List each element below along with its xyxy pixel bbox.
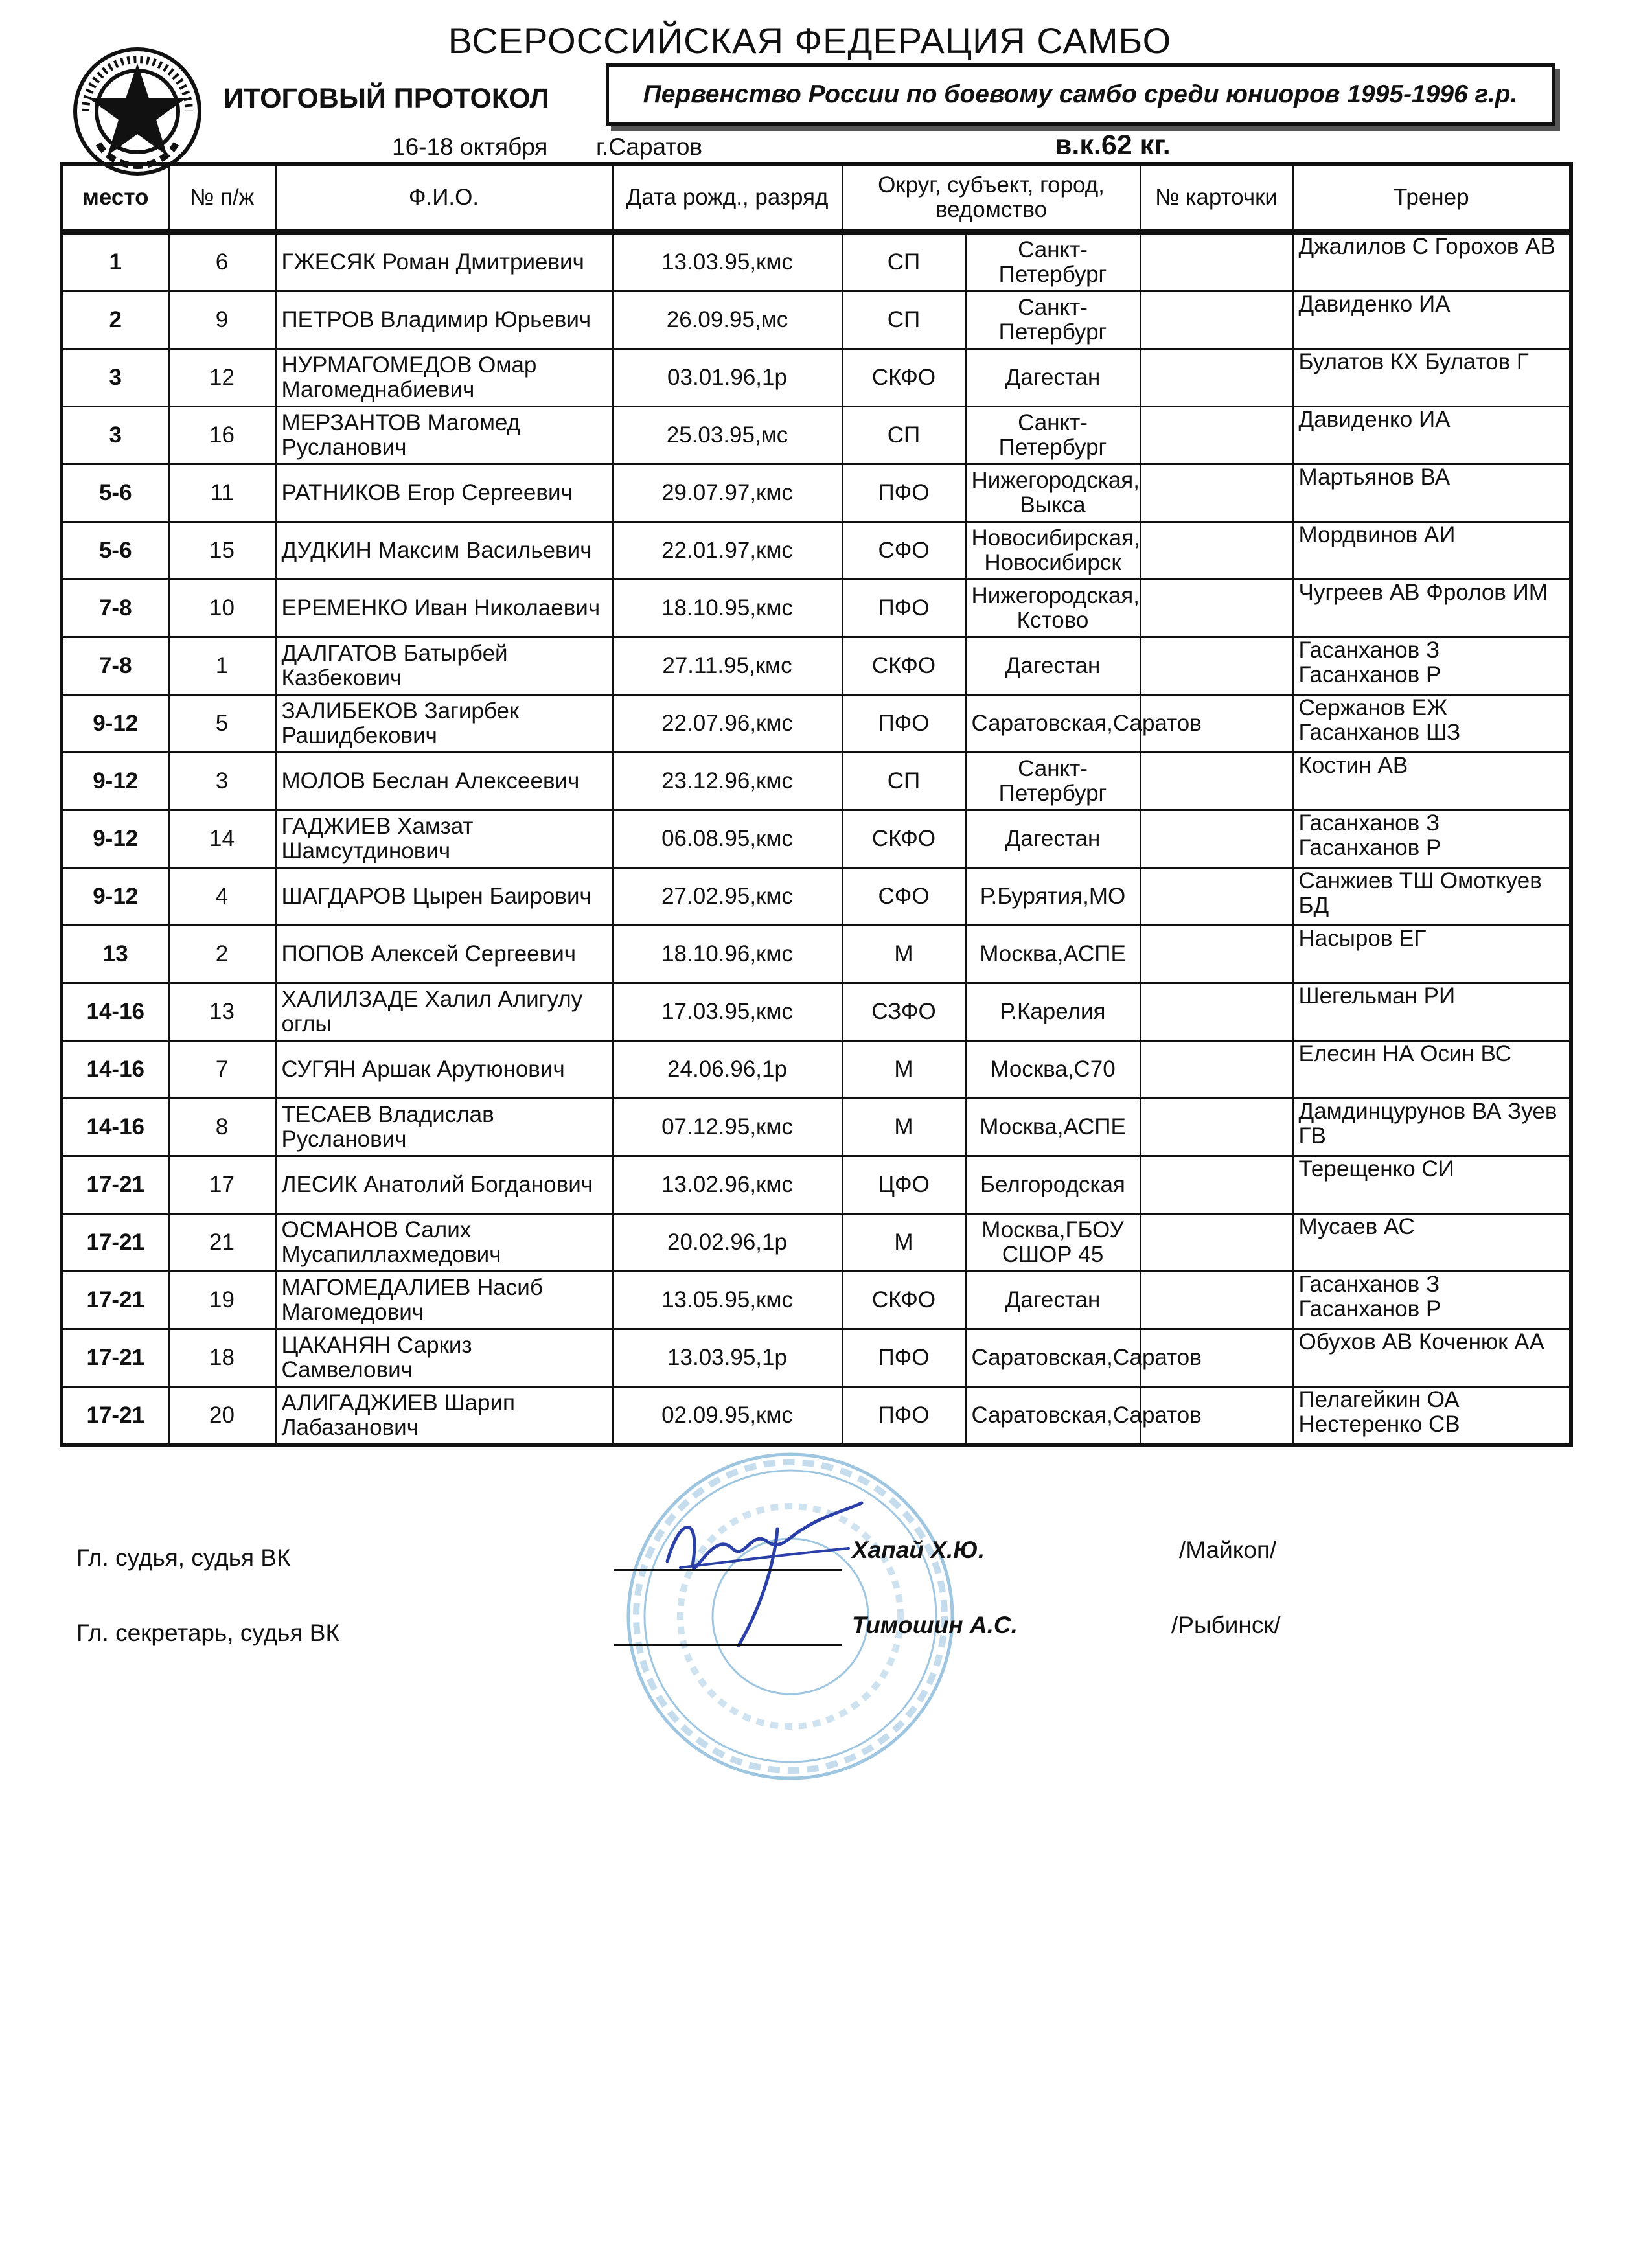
num-cell: 7 <box>168 1041 275 1099</box>
chief-secretary-city: /Рыбинск/ <box>1171 1612 1281 1638</box>
district-cell: СП <box>842 232 965 292</box>
district-cell: ПФО <box>842 695 965 753</box>
results-table <box>60 162 1573 1447</box>
district-cell: ПФО <box>842 580 965 637</box>
card-cell <box>1140 753 1292 810</box>
region-cell: Дагестан <box>965 349 1140 407</box>
coach-cell: Мусаев АС <box>1292 1214 1571 1272</box>
card-cell <box>1140 983 1292 1041</box>
table-row <box>62 232 1571 292</box>
place-cell: 5-6 <box>62 522 168 580</box>
col-header-name: Ф.И.О. <box>275 164 612 232</box>
region-cell: Москва,С70 <box>965 1041 1140 1099</box>
name-cell: ХАЛИЛЗАДЕ Халил Алигулу оглы <box>275 983 612 1041</box>
col-header-card: № карточки <box>1140 164 1292 232</box>
name-cell: ОСМАНОВ Салих Мусапиллахмедович <box>275 1214 612 1272</box>
place-cell: 9-12 <box>62 753 168 810</box>
place-cell: 14-16 <box>62 1099 168 1156</box>
chief-secretary-signature-line <box>614 1644 842 1646</box>
coach-cell: Дамдинцурунов ВА Зуев ГВ <box>1292 1099 1571 1156</box>
region-cell: Нижегородская, Выкса <box>965 464 1140 522</box>
name-cell: ЛЕСИК Анатолий Богданович <box>275 1156 612 1214</box>
district-cell: ПФО <box>842 464 965 522</box>
coach-cell: Мордвинов АИ <box>1292 522 1571 580</box>
name-cell: МАГОМЕДАЛИЕВ Насиб Магомедович <box>275 1272 612 1329</box>
place-cell: 14-16 <box>62 983 168 1041</box>
num-cell: 5 <box>168 695 275 753</box>
place-cell: 14-16 <box>62 1041 168 1099</box>
dob-cell: 03.01.96,1р <box>612 349 842 407</box>
region-cell: Саратовская,Саратов <box>965 695 1140 753</box>
coach-cell: Давиденко ИА <box>1292 292 1571 349</box>
table-row <box>62 580 1571 637</box>
coach-cell: Санжиев ТШ Омоткуев БД <box>1292 868 1571 926</box>
name-cell: ДАЛГАТОВ Батырбей Казбекович <box>275 637 612 695</box>
dob-cell: 13.05.95,кмс <box>612 1272 842 1329</box>
coach-cell: Костин АВ <box>1292 753 1571 810</box>
num-cell: 20 <box>168 1387 275 1446</box>
sambo-logo-icon <box>73 47 202 176</box>
card-cell <box>1140 1214 1292 1272</box>
table-row <box>62 637 1571 695</box>
num-cell: 14 <box>168 810 275 868</box>
num-cell: 21 <box>168 1214 275 1272</box>
table-row <box>62 1099 1571 1156</box>
region-cell: Санкт-Петербург <box>965 407 1140 464</box>
table-row <box>62 522 1571 580</box>
card-cell <box>1140 522 1292 580</box>
name-cell: СУГЯН Аршак Арутюнович <box>275 1041 612 1099</box>
district-cell: СП <box>842 407 965 464</box>
dob-cell: 18.10.96,кмс <box>612 926 842 983</box>
place-cell: 17-21 <box>62 1156 168 1214</box>
district-cell: СП <box>842 753 965 810</box>
place-cell: 7-8 <box>62 637 168 695</box>
card-cell <box>1140 580 1292 637</box>
col-header-num: № п/ж <box>168 164 275 232</box>
col-header-place: место <box>62 164 168 232</box>
name-cell: АЛИГАДЖИЕВ Шарип Лабазанович <box>275 1387 612 1446</box>
event-dates: 16-18 октября <box>392 133 548 160</box>
coach-cell: Чугреев АВ Фролов ИМ <box>1292 580 1571 637</box>
dob-cell: 13.03.95,кмс <box>612 232 842 292</box>
district-cell: М <box>842 1214 965 1272</box>
district-cell: СКФО <box>842 1272 965 1329</box>
place-cell: 7-8 <box>62 580 168 637</box>
district-cell: СКФО <box>842 810 965 868</box>
num-cell: 17 <box>168 1156 275 1214</box>
coach-cell: Мартьянов ВА <box>1292 464 1571 522</box>
dob-cell: 07.12.95,кмс <box>612 1099 842 1156</box>
chief-secretary-label: Гл. секретарь, судья ВК <box>76 1620 340 1646</box>
district-cell: СЗФО <box>842 983 965 1041</box>
coach-cell: Гасанханов З Гасанханов Р <box>1292 810 1571 868</box>
place-cell: 5-6 <box>62 464 168 522</box>
num-cell: 8 <box>168 1099 275 1156</box>
card-cell <box>1140 926 1292 983</box>
name-cell: ЦАКАНЯН Саркиз Самвелович <box>275 1329 612 1387</box>
event-city: г.Саратов <box>596 133 703 160</box>
num-cell: 15 <box>168 522 275 580</box>
dob-cell: 13.03.95,1р <box>612 1329 842 1387</box>
card-cell <box>1140 1272 1292 1329</box>
num-cell: 4 <box>168 868 275 926</box>
district-cell: СФО <box>842 868 965 926</box>
coach-cell: Пелагейкин ОА Нестеренко СВ <box>1292 1387 1571 1446</box>
coach-cell: Джалилов С Горохов АВ <box>1292 232 1571 292</box>
chief-judge-name: Хапай Х.Ю. <box>852 1537 985 1563</box>
dob-cell: 18.10.95,кмс <box>612 580 842 637</box>
place-cell: 2 <box>62 292 168 349</box>
table-row <box>62 1329 1571 1387</box>
num-cell: 19 <box>168 1272 275 1329</box>
region-cell: Белгородская <box>965 1156 1140 1214</box>
col-header-region: Округ, субъект, город, ведомство <box>842 164 1140 232</box>
dob-cell: 25.03.95,мс <box>612 407 842 464</box>
district-cell: ПФО <box>842 1329 965 1387</box>
name-cell: ПЕТРОВ Владимир Юрьевич <box>275 292 612 349</box>
protocol-title: ИТОГОВЫЙ ПРОТОКОЛ <box>224 83 549 114</box>
num-cell: 10 <box>168 580 275 637</box>
name-cell: ЗАЛИБЕКОВ Загирбек Рашидбекович <box>275 695 612 753</box>
dob-cell: 27.02.95,кмс <box>612 868 842 926</box>
num-cell: 12 <box>168 349 275 407</box>
dob-cell: 20.02.96,1р <box>612 1214 842 1272</box>
table-row <box>62 868 1571 926</box>
dob-cell: 17.03.95,кмс <box>612 983 842 1041</box>
table-row <box>62 1156 1571 1214</box>
coach-cell: Обухов АВ Коченюк АА <box>1292 1329 1571 1387</box>
num-cell: 2 <box>168 926 275 983</box>
card-cell <box>1140 637 1292 695</box>
name-cell: ПОПОВ Алексей Сергеевич <box>275 926 612 983</box>
name-cell: ГЖЕСЯК Роман Дмитриевич <box>275 232 612 292</box>
event-box <box>606 63 1555 126</box>
coach-cell: Насыров ЕГ <box>1292 926 1571 983</box>
chief-judge-signature-line <box>614 1569 842 1571</box>
region-cell: Дагестан <box>965 637 1140 695</box>
district-cell: СКФО <box>842 637 965 695</box>
col-header-coach: Тренер <box>1292 164 1571 232</box>
dob-cell: 13.02.96,кмс <box>612 1156 842 1214</box>
region-cell: Нижегородская, Кстово <box>965 580 1140 637</box>
col-header-dob: Дата рожд., разряд <box>612 164 842 232</box>
card-cell <box>1140 407 1292 464</box>
table-row <box>62 926 1571 983</box>
place-cell: 9-12 <box>62 868 168 926</box>
coach-cell: Давиденко ИА <box>1292 407 1571 464</box>
coach-cell: Терещенко СИ <box>1292 1156 1571 1214</box>
place-cell: 17-21 <box>62 1214 168 1272</box>
name-cell: ГАДЖИЕВ Хамзат Шамсутдинович <box>275 810 612 868</box>
table-row <box>62 1041 1571 1099</box>
table-row <box>62 349 1571 407</box>
district-cell: М <box>842 1041 965 1099</box>
region-cell: Санкт-Петербург <box>965 292 1140 349</box>
dob-cell: 24.06.96,1р <box>612 1041 842 1099</box>
num-cell: 18 <box>168 1329 275 1387</box>
card-cell <box>1140 292 1292 349</box>
place-cell: 17-21 <box>62 1387 168 1446</box>
district-cell: СКФО <box>842 349 965 407</box>
place-cell: 1 <box>62 232 168 292</box>
dob-cell: 22.07.96,кмс <box>612 695 842 753</box>
name-cell: ШАГДАРОВ Цырен Баирович <box>275 868 612 926</box>
region-cell: Москва,ГБОУ СШОР 45 <box>965 1214 1140 1272</box>
place-cell: 13 <box>62 926 168 983</box>
region-cell: Дагестан <box>965 1272 1140 1329</box>
region-cell: Новосибирская, Новосибирск <box>965 522 1140 580</box>
table-header-row <box>62 164 1571 232</box>
num-cell: 11 <box>168 464 275 522</box>
dob-cell: 29.07.97,кмс <box>612 464 842 522</box>
name-cell: ТЕСАЕВ Владислав Русланович <box>275 1099 612 1156</box>
coach-cell: Елесин НА Осин ВС <box>1292 1041 1571 1099</box>
card-cell <box>1140 810 1292 868</box>
num-cell: 13 <box>168 983 275 1041</box>
district-cell: СФО <box>842 522 965 580</box>
place-cell: 9-12 <box>62 695 168 753</box>
dob-cell: 06.08.95,кмс <box>612 810 842 868</box>
num-cell: 6 <box>168 232 275 292</box>
district-cell: СП <box>842 292 965 349</box>
dob-cell: 23.12.96,кмс <box>612 753 842 810</box>
region-cell: Санкт-Петербург <box>965 753 1140 810</box>
name-cell: МЕРЗАНТОВ Магомед Русланович <box>275 407 612 464</box>
place-cell: 17-21 <box>62 1272 168 1329</box>
name-cell: РАТНИКОВ Егор Сергеевич <box>275 464 612 522</box>
card-cell <box>1140 1156 1292 1214</box>
num-cell: 3 <box>168 753 275 810</box>
table-row <box>62 695 1571 753</box>
coach-cell: Гасанханов З Гасанханов Р <box>1292 1272 1571 1329</box>
event-name: Первенство России по боевому самбо среди юниоров 1995-1996 г.р. <box>643 80 1518 108</box>
card-cell <box>1140 464 1292 522</box>
card-cell <box>1140 349 1292 407</box>
card-cell <box>1140 868 1292 926</box>
region-cell: Дагестан <box>965 810 1140 868</box>
weight-category: в.к.62 кг. <box>1055 130 1171 161</box>
table-row <box>62 407 1571 464</box>
region-cell: Саратовская,Саратов <box>965 1387 1140 1446</box>
table-row <box>62 292 1571 349</box>
district-cell: ЦФО <box>842 1156 965 1214</box>
num-cell: 1 <box>168 637 275 695</box>
chief-judge-city: /Майкоп/ <box>1179 1537 1277 1563</box>
name-cell: МОЛОВ Беслан Алексеевич <box>275 753 612 810</box>
place-cell: 9-12 <box>62 810 168 868</box>
coach-cell: Гасанханов З Гасанханов Р <box>1292 637 1571 695</box>
table-row <box>62 1387 1571 1446</box>
card-cell <box>1140 1041 1292 1099</box>
region-cell: Саратовская,Саратов <box>965 1329 1140 1387</box>
num-cell: 16 <box>168 407 275 464</box>
place-cell: 3 <box>62 407 168 464</box>
chief-secretary-name: Тимошин А.С. <box>852 1612 1018 1638</box>
district-cell: М <box>842 926 965 983</box>
district-cell: ПФО <box>842 1387 965 1446</box>
district-cell: М <box>842 1099 965 1156</box>
card-cell <box>1140 1099 1292 1156</box>
coach-cell: Сержанов ЕЖ Гасанханов ШЗ <box>1292 695 1571 753</box>
num-cell: 9 <box>168 292 275 349</box>
dob-cell: 02.09.95,кмс <box>612 1387 842 1446</box>
signature-icon <box>654 1490 875 1658</box>
place-cell: 17-21 <box>62 1329 168 1387</box>
table-body <box>62 232 1571 1445</box>
dob-cell: 22.01.97,кмс <box>612 522 842 580</box>
coach-cell: Шегельман РИ <box>1292 983 1571 1041</box>
table-row <box>62 753 1571 810</box>
place-cell: 3 <box>62 349 168 407</box>
region-cell: Р.Бурятия,МО <box>965 868 1140 926</box>
chief-judge-label: Гл. судья, судья ВК <box>76 1544 291 1571</box>
coach-cell: Булатов КХ Булатов Г <box>1292 349 1571 407</box>
name-cell: ЕРЕМЕНКО Иван Николаевич <box>275 580 612 637</box>
region-cell: Москва,АСПЕ <box>965 1099 1140 1156</box>
org-title: ВСЕРОССИЙСКАЯ ФЕДЕРАЦИЯ САМБО <box>448 20 1172 61</box>
table-row <box>62 1214 1571 1272</box>
dob-cell: 26.09.95,мс <box>612 292 842 349</box>
table-row <box>62 810 1571 868</box>
table-row <box>62 464 1571 522</box>
table-row <box>62 983 1571 1041</box>
table-row <box>62 1272 1571 1329</box>
card-cell <box>1140 232 1292 292</box>
region-cell: Р.Карелия <box>965 983 1140 1041</box>
region-cell: Санкт-Петербург <box>965 232 1140 292</box>
dob-cell: 27.11.95,кмс <box>612 637 842 695</box>
name-cell: НУРМАГОМЕДОВ Омар Магомеднабиевич <box>275 349 612 407</box>
name-cell: ДУДКИН Максим Васильевич <box>275 522 612 580</box>
region-cell: Москва,АСПЕ <box>965 926 1140 983</box>
